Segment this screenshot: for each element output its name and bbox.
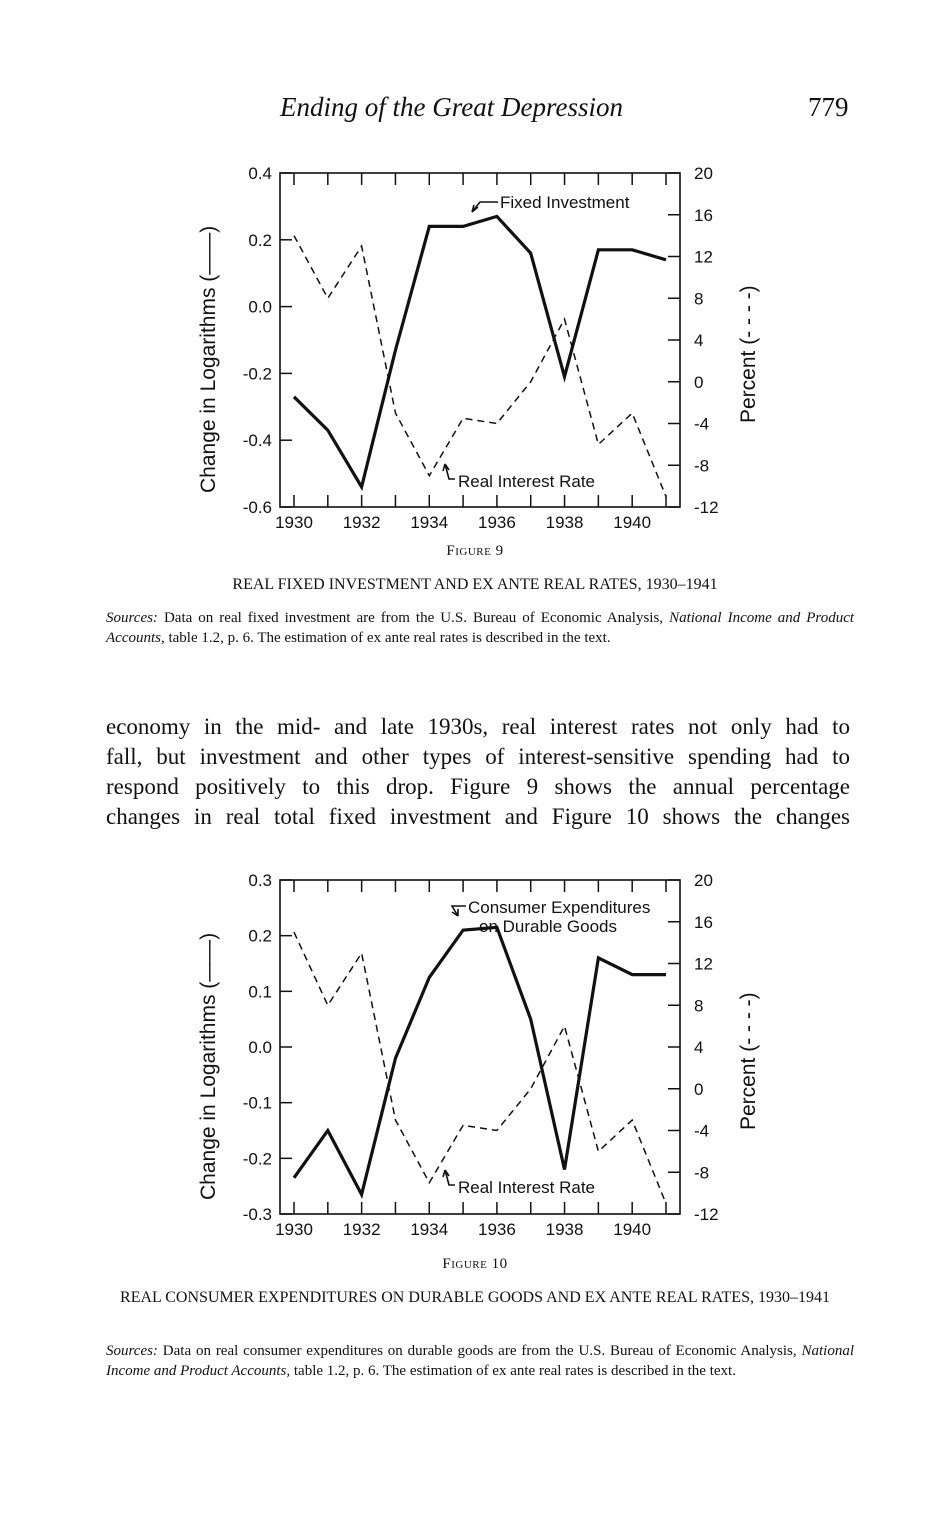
figure-9-chart bbox=[0, 155, 950, 535]
sources-label: Sources: bbox=[106, 610, 158, 626]
right-y-tick-label: 16 bbox=[694, 205, 713, 225]
figure-9-number: Figure 9 bbox=[446, 543, 504, 559]
right-y-tick-label: 4 bbox=[694, 1038, 704, 1057]
x-tick-label: 1940 bbox=[613, 513, 652, 532]
body-paragraph bbox=[106, 712, 850, 832]
series-label-real-interest-rate: Real Interest Rate bbox=[458, 472, 596, 491]
left-axis-title: Change in Logarithms (——) bbox=[197, 932, 220, 1200]
figure-10-sources bbox=[106, 1341, 854, 1381]
x-tick-label: 1940 bbox=[613, 1220, 652, 1239]
left-y-tick-label: 0.1 bbox=[248, 982, 272, 1002]
plot-frame bbox=[280, 173, 680, 507]
series-line-dashed bbox=[294, 236, 666, 497]
series-line-dashed bbox=[294, 932, 666, 1203]
x-tick-label: 1932 bbox=[342, 513, 381, 532]
label-leader-consumer-expenditures bbox=[452, 906, 466, 916]
running-title: Ending of the Great Depression bbox=[280, 92, 623, 122]
running-head bbox=[0, 92, 950, 126]
x-tick-label: 1936 bbox=[477, 1220, 516, 1239]
page-number: 779 bbox=[808, 92, 849, 122]
x-tick-label: 1930 bbox=[275, 513, 313, 532]
right-y-tick-label: 0 bbox=[694, 1079, 704, 1099]
sources-text: Data on real fixed investment are from the U.S. Bureau of Economic Analysis, bbox=[163, 610, 664, 626]
body-line: changes in real total fixed investment and Figure 10 shows the changes bbox=[106, 804, 850, 829]
series-label-fixed-investment: Fixed Investment bbox=[500, 193, 630, 212]
right-y-tick-label: 20 bbox=[694, 164, 713, 183]
body-line: fall, but investment and other types of interest-sensitive spending had to bbox=[106, 744, 850, 769]
right-y-tick-label: 8 bbox=[694, 996, 704, 1016]
figure-9-caption-title: REAL FIXED INVESTMENT AND EX ANTE REAL RATES, 1930–1941 bbox=[232, 576, 718, 593]
sources-text: Data on real consumer expenditures on durable goods are from the U.S. Bureau of Economic Analysis, bbox=[162, 1343, 797, 1359]
series-label-real-interest-rate: Real Interest Rate bbox=[458, 1178, 596, 1197]
left-y-tick-label: -0.1 bbox=[242, 1093, 272, 1113]
left-y-tick-label: -0.2 bbox=[242, 1149, 272, 1169]
figure-10-number: Figure 10 bbox=[442, 1256, 508, 1272]
label-leader-real-interest-rate bbox=[443, 464, 455, 479]
right-y-tick-label: 4 bbox=[694, 331, 704, 350]
right-y-tick-label: 12 bbox=[694, 247, 713, 267]
right-y-tick-label: 20 bbox=[694, 871, 713, 890]
x-tick-label: 1938 bbox=[545, 513, 584, 532]
right-y-tick-label: -4 bbox=[694, 1121, 710, 1141]
sources-publication: National Income and Product Accounts, bbox=[106, 1343, 855, 1379]
left-y-tick-label: 0.4 bbox=[248, 164, 272, 183]
x-tick-label: 1938 bbox=[545, 1220, 584, 1239]
figure-9-sources bbox=[106, 608, 854, 648]
body-line: respond positively to this drop. Figure 9 shows the annual percentage bbox=[106, 774, 850, 799]
left-y-tick-label: 0.3 bbox=[248, 871, 272, 890]
right-y-tick-label: 0 bbox=[694, 372, 704, 392]
left-y-tick-label: 0.2 bbox=[248, 926, 272, 946]
left-axis-title: Change in Logarithms (——) bbox=[197, 225, 220, 493]
series-label-consumer-expenditures-line2: on Durable Goods bbox=[479, 917, 617, 936]
series-label-consumer-expenditures-line1: Consumer Expenditures bbox=[468, 898, 651, 917]
left-y-tick-label: -0.2 bbox=[242, 364, 272, 384]
left-y-tick-label: 0.2 bbox=[248, 230, 272, 250]
series-line-solid bbox=[294, 927, 666, 1194]
right-y-tick-label: -12 bbox=[694, 1205, 719, 1224]
plot-border bbox=[280, 173, 680, 507]
body-line: economy in the mid- and late 1930s, real interest rates not only had to bbox=[106, 714, 850, 739]
x-tick-label: 1934 bbox=[410, 513, 449, 532]
x-tick-label: 1936 bbox=[477, 513, 516, 532]
sources-publication: National Income and Product Accounts, bbox=[106, 610, 855, 646]
left-y-tick-label: -0.6 bbox=[242, 498, 272, 517]
x-tick-label: 1932 bbox=[342, 1220, 381, 1239]
right-y-tick-label: -8 bbox=[694, 1163, 710, 1183]
figure-10-chart bbox=[0, 862, 950, 1242]
x-tick-label: 1930 bbox=[275, 1220, 313, 1239]
right-y-tick-label: 16 bbox=[694, 912, 713, 932]
x-tick-label: 1934 bbox=[410, 1220, 449, 1239]
label-leader-real-interest-rate bbox=[443, 1170, 455, 1185]
sources-text-end: table 1.2, p. 6. The estimation of ex ante real rates is described in the text. bbox=[168, 630, 611, 646]
right-y-tick-label: 8 bbox=[694, 289, 704, 309]
figure-10-caption-title: REAL CONSUMER EXPENDITURES ON DURABLE GOODS AND EX ANTE REAL RATES, 1930–1941 bbox=[120, 1289, 830, 1306]
left-y-tick-label: -0.4 bbox=[242, 431, 272, 451]
label-leader-fixed-investment bbox=[472, 202, 498, 212]
sources-label: Sources: bbox=[106, 1343, 158, 1359]
right-axis-title: Percent (- - - -) bbox=[737, 992, 760, 1130]
right-y-tick-label: -12 bbox=[694, 498, 719, 517]
series-line-solid bbox=[294, 216, 666, 487]
left-y-tick-label: -0.3 bbox=[242, 1205, 272, 1224]
right-y-tick-label: 12 bbox=[694, 954, 713, 974]
left-y-tick-label: 0.0 bbox=[248, 297, 272, 317]
right-y-tick-label: -8 bbox=[694, 456, 710, 476]
right-y-tick-label: -4 bbox=[694, 414, 710, 434]
sources-text-end: table 1.2, p. 6. The estimation of ex ante real rates is described in the text. bbox=[293, 1363, 736, 1379]
right-axis-title: Percent (- - - -) bbox=[737, 285, 760, 423]
left-y-tick-label: 0.0 bbox=[248, 1038, 272, 1057]
